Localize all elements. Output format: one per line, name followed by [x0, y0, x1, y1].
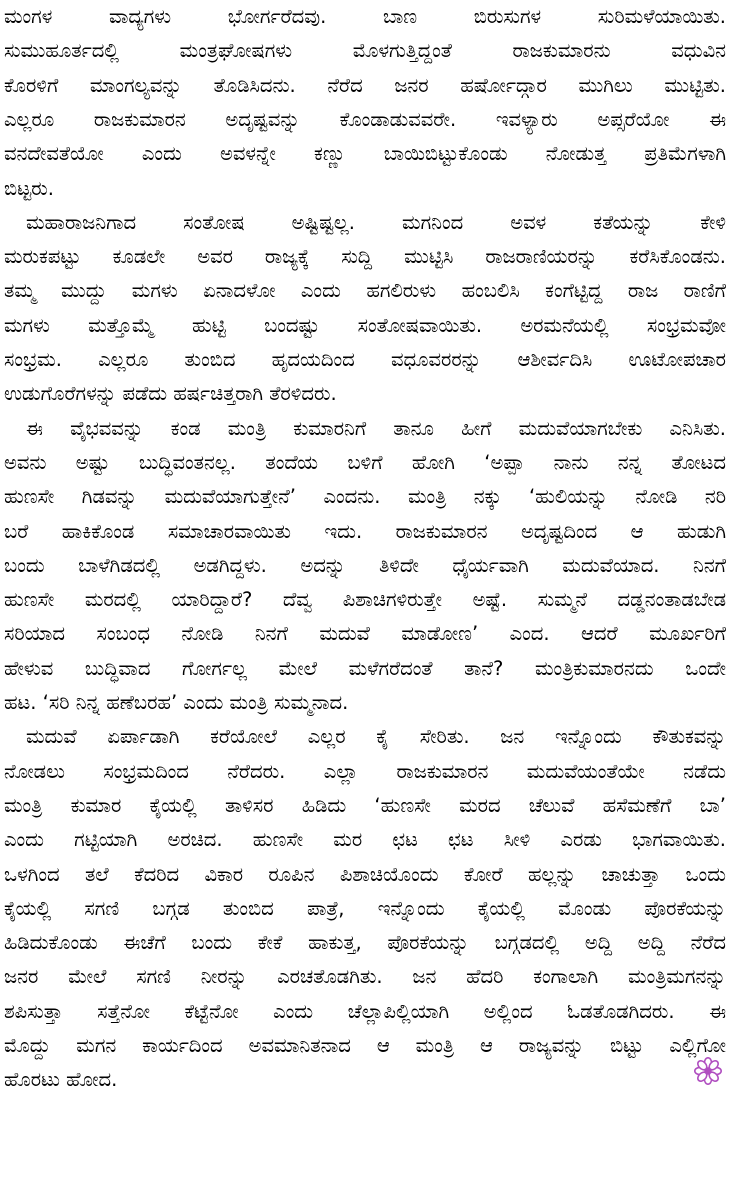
paragraph-4-line-6: ಕೈಯಲ್ಲಿ ಸಗಣಿ ಬಗ್ಗಡ ತುಂಬಿದ ಪಾತ್ರೆ, ಇನ್ನೊಂದು ಕೈಯಲ್ಲಿ ಮೊಂಡು ಪೊರಕೆಯನ್ನು — [4, 896, 726, 920]
paragraph-3-line-3: ಹುಣಸೇ ಗಿಡವನ್ನು ಮದುವೆಯಾಗುತ್ತೇನೆ’ ಎಂದನು. ಮಂತ್ರಿ ನಕ್ಕು ‘ಹುಲಿಯನ್ನು ನೋಡಿ ನರಿ — [4, 485, 726, 509]
paragraph-1-line-1: ಮಂಗಳ ವಾದ್ಯಗಳು ಭೋರ್ಗರೆದವು. ಬಾಣ ಬಿರುಸುಗಳ ಸುರಿಮಳೆಯಾಯಿತು. — [4, 5, 726, 28]
paragraph-2-line-2: ಮರುಕಪಟ್ಟು ಕೂಡಲೇ ಅವರ ರಾಜ್ಯಕ್ಕೆ ಸುದ್ದಿ ಮುಟ್ಟಿಸಿ ರಾಜರಾಣಿಯರನ್ನು ಕರೆಸಿಕೊಂಡನು. — [4, 245, 726, 269]
paragraph-3-line-9: ಹಟ. ‘ಸರಿ ನಿನ್ನ ಹಣೆಬರಹ’ ಎಂದು ಮಂತ್ರಿ ಸುಮ್ಮನಾದ. — [4, 691, 349, 714]
paragraph-3-line-7: ಸರಿಯಾದ ಸಂಬಂಧ ನೋಡಿ ನಿನಗೆ ಮದುವೆ ಮಾಡೋಣ’ ಎಂದ. ಆದರೆ ಮೂರ್ಖರಿಗೆ — [4, 622, 726, 646]
paragraph-4-line-9: ಶಪಿಸುತ್ತಾ ಸತ್ತೆನೋ ಕೆಟ್ಟೆನೋ ಎಂದು ಚೆಲ್ಲಾಪಿಲ್ಲಿಯಾಗಿ ಅಲ್ಲಿಂದ ಓಡತೊಡಗಿದರು. ಈ — [4, 999, 726, 1023]
paragraph-1-line-5: ವನದೇವತೆಯೋ ಎಂದು ಅವಳನ್ನೇ ಕಣ್ಣು ಬಾಯಿಬಿಟ್ಟುಕೊಂಡು ನೋಡುತ್ತ ಪ್ರತಿಮೆಗಳಾಗಿ — [4, 142, 726, 166]
paragraph-4-line-8: ಜನರ ಮೇಲೆ ಸಗಣಿ ನೀರನ್ನು ಎರಚತೊಡಗಿತು. ಜನ ಹೆದರಿ ಕಂಗಾಲಾಗಿ ಮಂತ್ರಿಮಗನನ್ನು — [4, 965, 726, 989]
paragraph-4-line-7: ಹಿಡಿದುಕೊಂಡು ಈಚೆಗೆ ಬಂದು ಕೇಕೆ ಹಾಕುತ್ತ, ಪೊರಕೆಯನ್ನು ಬಗ್ಗಡದಲ್ಲಿ ಅದ್ದಿ ಅದ್ದಿ ನೆರೆದ — [4, 931, 726, 955]
paragraph-2-line-6: ಉಡುಗೊರೆಗಳನ್ನು ಪಡೆದು ಹರ್ಷಚಿತ್ತರಾಗಿ ತೆರಳಿದರು. — [4, 382, 337, 406]
flower-ornament-icon — [693, 1056, 723, 1086]
paragraph-1-line-3: ಕೊರಳಿಗೆ ಮಾಂಗಲ್ಯವನ್ನು ತೊಡಿಸಿದನು. ನೆರೆದ ಜನರ ಹರ್ಷೋದ್ಗಾರ ಮುಗಿಲು ಮುಟ್ಟಿತು. — [4, 73, 726, 97]
paragraph-3-line-6: ಹುಣಸೇ ಮರದಲ್ಲಿ ಯಾರಿದ್ದಾರೆ? ದೆವ್ವ ಪಿಶಾಚಿಗಳಿರುತ್ತೇ ಅಷ್ಟೆ. ಸುಮ್ಮನೆ ದಡ್ಡನಂತಾಡಬೇಡ — [4, 588, 726, 612]
paragraph-4-line-1: ಮದುವೆ ಏರ್ಪಾಡಾಗಿ ಕರೆಯೋಲೆ ಎಲ್ಲರ ಕೈ ಸೇರಿತು. ಜನ ಇನ್ನೊಂದು ಕೌತುಕವನ್ನು — [26, 725, 726, 749]
paragraph-4-line-10: ಮೊದ್ದು ಮಗನ ಕಾರ್ಯದಿಂದ ಅವಮಾನಿತನಾದ ಆ ಮಂತ್ರಿ ಆ ರಾಜ್ಯವನ್ನು ಬಿಟ್ಟು ಎಲ್ಲಿಗೋ — [4, 1034, 726, 1057]
paragraph-4-line-2: ನೋಡಲು ಸಂಭ್ರಮದಿಂದ ನೆರೆದರು. ಎಲ್ಲಾ ರಾಜಕುಮಾರನ ಮದುವೆಯಂತೆಯೇ ನಡೆದು — [4, 759, 726, 783]
paragraph-2-line-5: ಸಂಭ್ರಮ. ಎಲ್ಲರೂ ತುಂಬಿದ ಹೃದಯದಿಂದ ವಧೂವರರನ್ನು ಆಶೀರ್ವದಿಸಿ ಊಟೋಪಚಾರ — [4, 348, 726, 371]
paragraph-3-line-2: ಅವನು ಅಷ್ಟು ಬುದ್ಧಿವಂತನಲ್ಲ. ತಂದೆಯ ಬಳಿಗೆ ಹೋಗಿ ‘ಅಪ್ಪಾ ನಾನು ನನ್ನ ತೋಟದ — [4, 450, 726, 474]
paragraph-4-line-5: ಒಳಗಿಂದ ತಲೆ ಕೆದರಿದ ವಿಕಾರ ರೂಪಿನ ಪಿಶಾಚಿಯೊಂದು ಕೋರೆ ಹಲ್ಲನ್ನು ಚಾಚುತ್ತಾ ಒಂದು — [4, 862, 726, 886]
paragraph-3-line-5: ಬಂದು ಬಾಳೆಗಿಡದಲ್ಲಿ ಅಡಗಿದ್ದಳು. ಅದನ್ನು ತಿಳಿದೇ ಧೈರ್ಯವಾಗಿ ಮದುವೆಯಾದ. ನಿನಗೆ — [4, 553, 726, 577]
paragraph-3-line-4: ಬರೆ ಹಾಕಿಕೊಂಡ ಸಮಾಚಾರವಾಯಿತು ಇದು. ರಾಜಕುಮಾರನ ಅದೃಷ್ಟದಿಂದ ಆ ಹುಡುಗಿ — [4, 519, 726, 543]
paragraph-3-line-8: ಹೇಳುವ ಬುದ್ಧಿವಾದ ಗೋರ್ಗಲ್ಲ ಮೇಲೆ ಮಳೆಗರೆದಂತೆ ತಾನೆ? ಮಂತ್ರಿಕುಮಾರನದು ಒಂದೇ — [4, 656, 726, 680]
paragraph-3-line-1: ಈ ವೈಭವವನ್ನು ಕಂಡ ಮಂತ್ರಿ ಕುಮಾರನಿಗೆ ತಾನೂ ಹೀಗೆ ಮದುವೆಯಾಗಬೇಕು ಎನಿಸಿತು. — [26, 416, 726, 440]
paragraph-1-line-4: ಎಲ್ಲರೂ ರಾಜಕುಮಾರನ ಅದೃಷ್ಟವನ್ನು ಕೊಂಡಾಡುವವರೇ. ಇವಳ್ಯಾರು ಅಪ್ಸರೆಯೋ ಈ — [4, 107, 726, 131]
paragraph-4-line-3: ಮಂತ್ರಿ ಕುಮಾರ ಕೈಯಲ್ಲಿ ತಾಳಿಸರ ಹಿಡಿದು ‘ಹುಣಸೇ ಮರದ ಚೆಲುವೆ ಹಸೆಮಣೆಗೆ ಬಾ’ — [4, 793, 726, 817]
paragraph-2-line-1: ಮಹಾರಾಜನಿಗಾದ ಸಂತೋಷ ಅಷ್ಟಿಷ್ಟಲ್ಲ. ಮಗನಿಂದ ಅವಳ ಕತೆಯನ್ನು ಕೇಳಿ — [26, 210, 726, 234]
paragraph-2-line-4: ಮಗಳು ಮತ್ತೊಮ್ಮೆ ಹುಟ್ಟಿ ಬಂದಷ್ಟು ಸಂತೋಷವಾಯಿತು. ಅರಮನೆಯಲ್ಲಿ ಸಂಭ್ರಮವೋ — [4, 313, 726, 337]
paragraph-1-line-6: ಬಿಟ್ಟರು. — [4, 176, 54, 200]
paragraph-2-line-3: ತಮ್ಮ ಮುದ್ದು ಮಗಳು ಏನಾದಳೋ ಎಂದು ಹಗಲಿರುಳು ಹಂಬಲಿಸಿ ಕಂಗೆಟ್ಟಿದ್ದ ರಾಜ ರಾಣಿಗೆ — [4, 279, 726, 303]
paragraph-1-line-2: ಸುಮುಹೂರ್ತದಲ್ಲಿ ಮಂತ್ರಘೋಷಗಳು ಮೊಳಗುತ್ತಿದ್ದಂತೆ ರಾಜಕುಮಾರನು ವಧುವಿನ — [4, 39, 726, 63]
paragraph-4-line-11: ಹೊರಟು ಹೋದ. — [4, 1068, 118, 1092]
paragraph-4-line-4: ಎಂದು ಗಟ್ಟಿಯಾಗಿ ಅರಚಿದ. ಹುಣಸೇ ಮರ ಛಟ ಛಟ ಸೀಳಿ ಎರಡು ಭಾಗವಾಯಿತು. — [4, 828, 726, 852]
